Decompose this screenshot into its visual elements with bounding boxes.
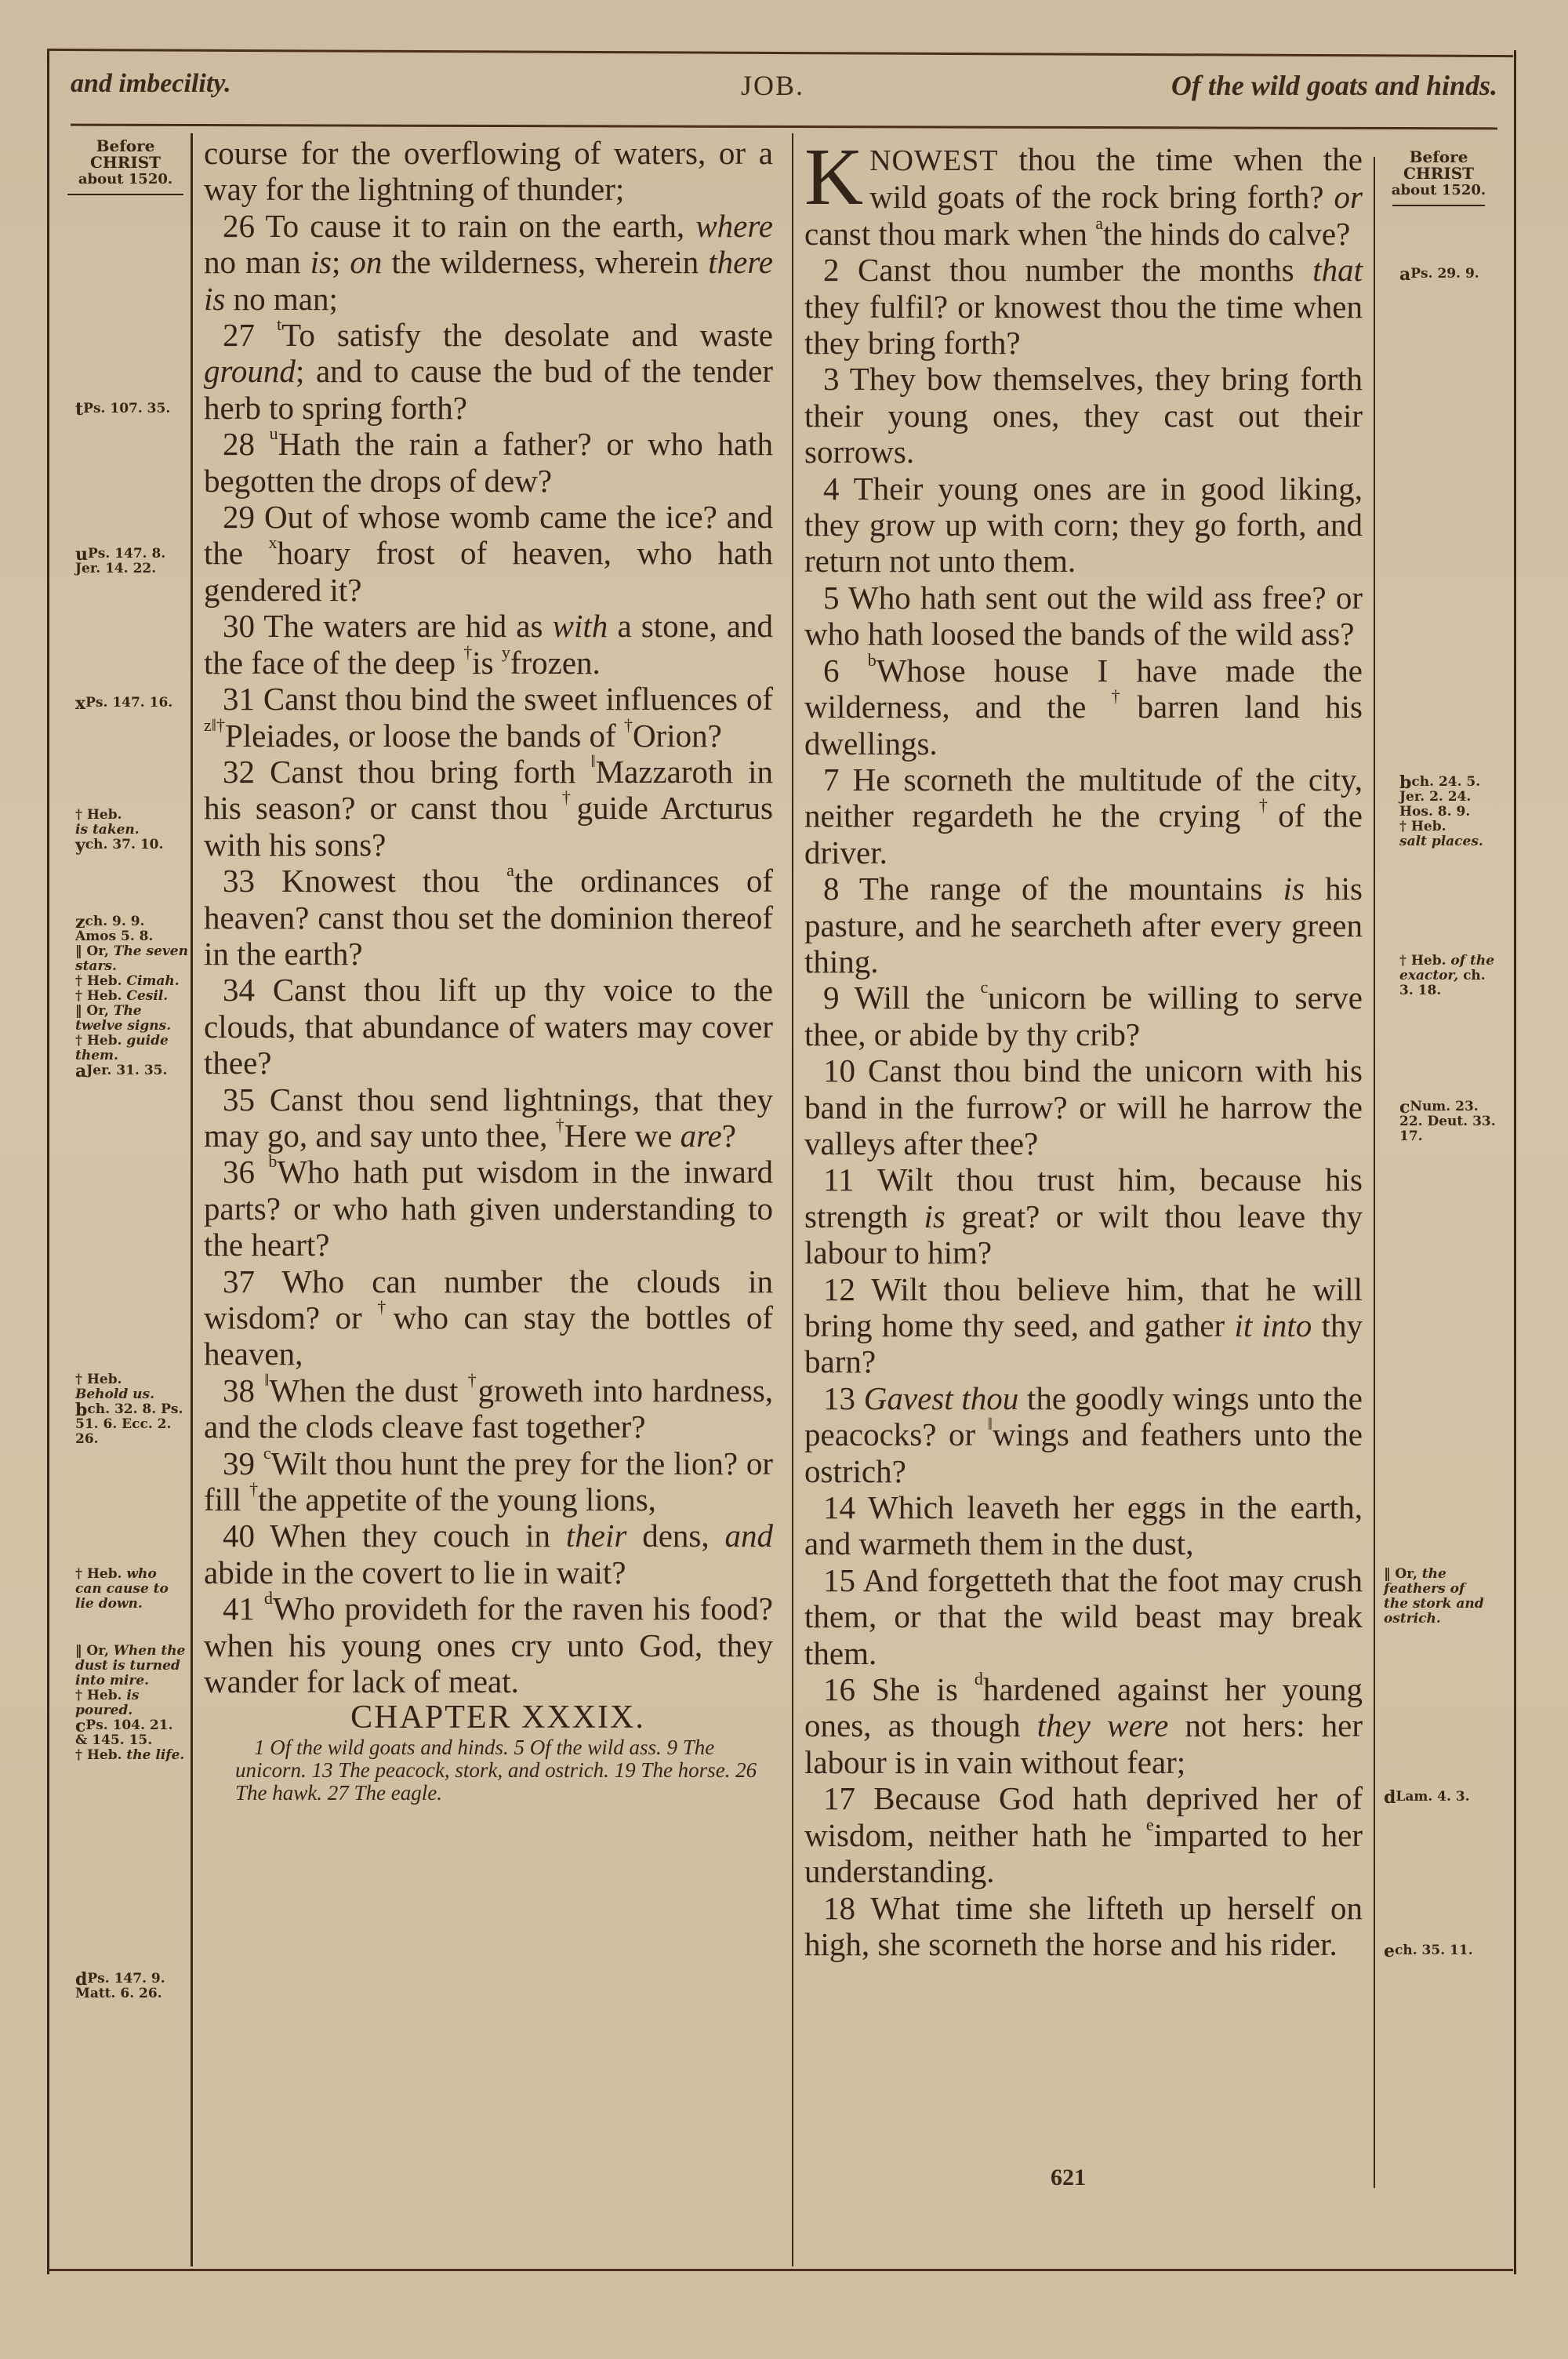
margin-note: ‖ Or, the feathers of the stork and ostrich.: [1384, 1566, 1484, 1627]
chapter-title: CHAPTER XXXIX.: [350, 1699, 645, 1736]
date-christ: CHRIST: [89, 153, 162, 172]
center-divider: [792, 133, 793, 2266]
text-column-right: KNOWEST thou the time when the wild goats of the rock bring forth? or canst thou mark when $^a$the hinds do calve? 2 Canst thou number the months that they fulfil? or knowest thou the time when they bring forth? 3 They bow themselves, they bring forth their young ones, they cast out their sorrows. 4 Their young ones are in good liking, they grow up with corn; they go forth, and return not unto them. 5 Who hath sent out the wild ass free? or who hath loosed the bands of the wild ass? 6 $^b$Whose house I have made the wilderness, and the †barren land his dwellings. 7 He scorneth the multitude of the city, neither regardeth he the crying †of the driver. 8 The range of the mountains is his pasture, and he searcheth after every green thing. 9 Will the $^c$unicorn be willing to serve thee, or abide by thy crib? 10 Canst thou bind the unicorn with his band in the furrow? or will he harrow the valleys after thee? 11 Wilt thou trust him, because his strength is great? or wilt thou leave thy labour to him? 12 Wilt thou believe him, that he will bring home thy seed, and gather it into thy barn? 13 Gavest thou the goodly wings unto the peacocks? or ‖wings and feathers unto the ostrich? 14 Which leaveth her eggs in the earth, and warmeth them in the dust, 15 And forgetteth that the foot may crush them, or that the wild beast may break them. 16 She is $^d$hardened against her young ones, as though they were not hers: her labour is in vain without fear; 17 Because God hath deprived her of wisdom, neither hath he $^e$imparted to her understanding. 18 What time she lifteth up herself on high, she scorneth the horse and his rider.: [804, 132, 1363, 1962]
margin-note: † Heb. is taken. $^y$ch. 37. 10.: [75, 807, 164, 856]
left-margin-divider: [191, 133, 193, 2266]
margin-note: $^d$Ps. 147. 9. Matt. 6. 26.: [75, 1969, 165, 2001]
page-number: 621: [1051, 2165, 1086, 2190]
margin-note-group: † Heb. Behold us. $^b$ch. 32. 8. Ps. 51. 6. Ecc. 2. 26.: [75, 1372, 183, 1447]
margin-note: $^c$Num. 23. 22. Deut. 33. 17.: [1399, 1097, 1496, 1144]
margin-note-group: $^b$ch. 24. 5. Jer. 2. 24. Hos. 8. 9. † Heb. salt places.: [1399, 772, 1483, 849]
date-before: Before: [1409, 147, 1468, 166]
running-header: [71, 69, 1497, 116]
margin-note: † Heb. who can cause to lie down.: [75, 1566, 169, 1612]
left-date-note: [63, 138, 188, 195]
date-christ: CHRIST: [1403, 164, 1475, 183]
drop-cap: K: [804, 132, 864, 222]
margin-note-group: $^z$ch. 9. 9. Amos 5. 8. ‖ Or, The seven stars. † Heb. Cimah. † Heb. Cesil. ‖ Or, The twelve signs. † Heb. guide them. $^a$Jer. 31. 35.: [75, 912, 188, 1081]
margin-note: $^e$ch. 35. 11.: [1384, 1941, 1473, 1961]
book-title: JOB.: [741, 70, 805, 101]
header-right: Of the wild goats and hinds.: [1171, 70, 1497, 101]
date-year: about 1520.: [1391, 182, 1486, 198]
right-date-note: [1388, 149, 1490, 206]
margin-note: $^u$Ps. 147. 8. Jer. 14. 22.: [75, 544, 166, 576]
chapter-summary: 1 Of the wild goats and hinds. 5 Of the wild ass. 9 The unicorn. 13 The peacock, stork, and ostrich. 19 The horse. 26 The hawk. 27 The eagle.: [235, 1735, 757, 1805]
margin-note: $^a$Ps. 29. 9.: [1399, 264, 1479, 285]
margin-note-group: ‖ Or, When the dust is turned into mire. † Heb. is poured. $^c$Ps. 104. 21. & 145. 15. † Heb. the life.: [75, 1643, 186, 1763]
bottom-rule: [47, 2269, 1513, 2271]
margin-note: $^t$Ps. 107. 35.: [75, 399, 171, 420]
right-margin-divider: [1374, 157, 1375, 2188]
header-left: and imbecility.: [71, 69, 231, 98]
margin-note: $^x$Ps. 147. 16.: [75, 693, 173, 714]
margin-note: † Heb. of the exactor, ch. 3. 18.: [1399, 953, 1495, 998]
date-before: Before: [96, 136, 155, 155]
date-year: about 1520.: [78, 171, 173, 187]
text-column-left: course for the overflowing of waters, or a way for the lightning of thunder; 26 To cause it to rain on the earth, where no man is; on the wilderness, wherein there is no man; 27 $^t$To satisfy the desolate and waste ground; and to cause the bud of the tender herb to spring forth? 28 $^u$Hath the rain a father? or who hath begotten the drops of dew? 29 Out of whose womb came the ice? and the $^x$hoary frost of heaven, who hath gendered it? 30 The waters are hid as with a stone, and the face of the deep †is $^y$frozen. 31 Canst thou bind the sweet influences of $^{z‖\dagger}$Pleiades, or loose the bands of †Orion? 32 Canst thou bring forth ‖Mazzaroth in his season? or canst thou †guide Arcturus with his sons? 33 Knowest thou $^a$the ordinances of heaven? canst thou set the dominion thereof in the earth? 34 Canst thou lift up thy voice to the clouds, that abundance of waters may cover thee? 35 Canst thou send lightnings, that they may go, and say unto thee, †Here we are? 36 $^b$Who hath put wisdom in the inward parts? or who hath given understanding to the heart? 37 Who can number the clouds in wisdom? or †who can stay the bottles of heaven, 38 ‖When the dust †groweth into hardness, and the clods cleave fast together? 39 $^c$Wilt thou hunt the prey for the lion? or fill †the appetite of the young lions, 40 When they couch in their dens, and abide in the covert to lie in wait? 41 $^d$Who provideth for the raven his food? when his young ones cry unto God, they wander for lack of meat. CHAPTER XXXIX. 1 Of the wild goats and hinds. 5 Of the wild ass. 9 The unicorn. 13 The peacock, stork, and ostrich. 19 The horse. 26 The hawk. 27 The eagle.: [204, 135, 774, 1805]
margin-note: $^d$Lam. 4. 3.: [1384, 1787, 1470, 1808]
